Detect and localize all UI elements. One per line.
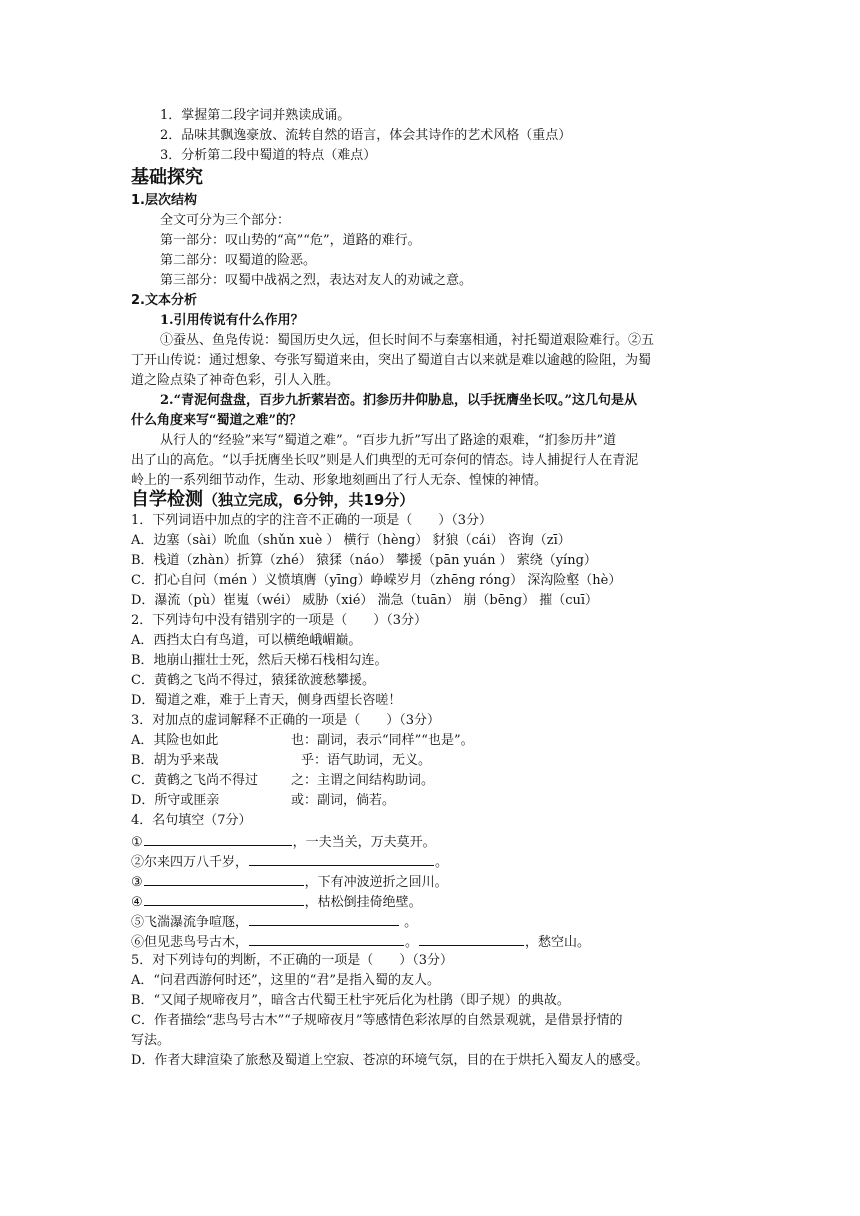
question-5-option: 写法。 [131,1033,171,1048]
question-3-option [131,731,474,751]
fill-in-prefix: ②尔来四万八千岁， [131,855,249,870]
question-1-option: D．瀑流（pù）崔嵬（wéi） 威胁（xié） 湍急（tuān） 崩（bēng） 摧（cuī） [131,593,599,608]
fill-in-blank[interactable] [419,931,524,946]
fill-in-prefix: ③ [131,875,143,890]
goal-2: 2．品味其飘逸豪放、流转自然的语言，体会其诗作的艺术风格（重点） [160,128,572,143]
option-explanation: 乎：语气助词，无义。 [301,753,432,768]
option-phrase: C．黄鹤之飞尚不得过 [131,773,258,788]
fill-in-suffix: ，枯松倒挂倚绝壁。 [304,895,422,910]
question-3-option [131,771,434,791]
option-phrase: D．所守或匪亲 [131,793,220,808]
analysis-answer-2-line: 出了山的高危。“以手抚膺坐长叹”则是人们典型的无可奈何的情态。诗人捕捉行人在青泥 [131,453,639,468]
fill-in-item [131,831,436,853]
option-explanation: 之：主谓之间结构助词。 [291,773,435,788]
goal-1: 1．掌握第二段字词并熟读成诵。 [160,108,351,123]
heading-structure: 1.层次结构 [131,193,197,208]
fill-in-suffix: 。 [400,915,418,930]
fill-in-prefix: ④ [131,895,143,910]
structure-line: 第一部分：叹山势的“高”“危”，道路的难行。 [160,233,421,248]
heading-text-analysis: 2.文本分析 [131,293,197,308]
fill-in-item [131,931,590,953]
question-4-stem: 4．名句填空（7分） [131,813,252,828]
question-3-option [131,791,395,811]
question-3-stem: 3．对加点的虚词解释不正确的一项是（ ）（3分） [131,713,441,728]
analysis-answer-1-line: 丁开山传说：通过想象、夸张写蜀道来由，突出了蜀道自古以来就是难以逾越的险阻，为蜀 [131,353,652,368]
fill-in-blank[interactable] [144,871,304,886]
fill-in-blank[interactable] [144,831,292,846]
section-subtitle: （独立完成，6分钟，共19分） [203,491,415,509]
analysis-answer-2-line: 从行人的“经验”来写“蜀道之难”。“百步九折”写出了路途的艰难，“扪参历井”道 [160,433,617,448]
question-1-option: A．边塞（sài）吮血（shǔn xuè ） 横行（hèng） 豺狼（cái） 咨询（zī） [131,533,571,548]
fill-in-prefix: ① [131,835,143,850]
analysis-answer-1-line: ①蚕丛、鱼凫传说：蜀国历史久远，但长时间不与秦塞相通，衬托蜀道艰险难行。②五 [160,333,655,348]
fill-in-separator: 。 [405,935,419,950]
question-1-stem: 1．下列词语中加点的字的注音不正确的一项是（ ）（3分） [131,513,493,528]
structure-line: 第二部分：叹蜀道的险恶。 [160,253,317,268]
fill-in-blank[interactable] [144,891,304,906]
fill-in-suffix: ，愁空山。 [525,935,591,950]
fill-in-blank[interactable] [249,911,399,926]
section-title-basic-inquiry: 基础探究 [131,167,203,188]
analysis-answer-2-line: 岭上的一系列细节动作，生动、形象地刻画出了行人无奈、惶悚的神情。 [131,473,548,488]
question-2-option: C．黄鹤之飞尚不得过，猿猱欲渡愁攀援。 [131,673,375,688]
question-5-option: C．作者描绘“悲鸟号古木”“子规啼夜月”等感情色彩浓厚的自然景观就，是借景抒情的 [131,1013,623,1028]
question-1-option: B．栈道（zhàn）折算（zhé） 猿猱（náo） 攀援（pān yuán ） 萦绕（yíng） [131,553,597,568]
fill-in-item [131,851,448,873]
structure-line: 全文可分为三个部分： [160,213,291,228]
question-5-option: A．“问君西游何时还”，这里的“君”是指入蜀的友人。 [131,973,440,988]
structure-line: 第三部分：叹蜀中战祸之烈，表达对友人的劝诫之意。 [160,273,473,288]
question-2-option: D．蜀道之难，难于上青天，侧身西望长咨嗟！ [131,693,402,708]
fill-in-item [131,911,417,933]
fill-in-blank[interactable] [249,851,434,866]
question-1-option: C．扪心自问（mén ）义愤填膺（yīng）峥嵘岁月（zhēng róng） 深沟险壑（hè） [131,573,622,588]
question-5-option: D．作者大肆渲染了旅愁及蜀道上空寂、苍凉的环境气氛，目的在于烘托入蜀友人的感受。 [131,1053,649,1068]
fill-in-blank[interactable] [249,931,404,946]
question-2-stem: 2．下列诗句中没有错别字的一项是（ ）（3分） [131,613,428,628]
goal-3: 3．分析第二段中蜀道的特点（难点） [160,148,377,163]
fill-in-item [131,871,448,893]
option-explanation: 也：副词，表示“同样”“也是”。 [291,733,474,748]
option-explanation: 或：副词，倘若。 [291,793,396,808]
fill-in-suffix: ，下有冲波逆折之回川。 [304,875,448,890]
question-2-option: B．地崩山摧壮士死，然后天梯石栈相勾连。 [131,653,388,668]
fill-in-suffix: ，一夫当关，万夫莫开。 [292,835,436,850]
section-title-text: 自学检测 [131,489,203,510]
question-3-option [131,751,431,771]
analysis-question-2-line: 2.“青泥何盘盘，百步九折萦岩峦。扪参历井仰胁息，以手抚膺坐长叹。”这几句是从 [160,393,638,408]
fill-in-item [131,891,422,913]
option-phrase: B．胡为乎来哉 [131,753,219,768]
fill-in-prefix: ⑤飞湍瀑流争喧豗， [131,915,249,930]
fill-in-suffix: 。 [435,855,449,870]
analysis-answer-1-line: 道之险点染了神奇色彩，引人入胜。 [131,373,340,388]
question-2-option: A．西挡太白有鸟道，可以横绝峨嵋巅。 [131,633,362,648]
section-title-self-check [131,488,414,512]
fill-in-prefix: ⑥但见悲鸟号古木， [131,935,249,950]
analysis-question-1: 1.引用传说有什么作用？ [160,313,304,328]
question-5-stem: 5．对下列诗句的判断，不正确的一项是（ ）（3分） [131,953,454,968]
analysis-question-2-line: 什么角度来写“蜀道之难”的？ [131,413,302,428]
option-phrase: A．其险也如此 [131,733,219,748]
question-5-option: B．“又闻子规啼夜月”，暗含古代蜀王杜宇死后化为杜鹃（即子规）的典故。 [131,993,570,1008]
